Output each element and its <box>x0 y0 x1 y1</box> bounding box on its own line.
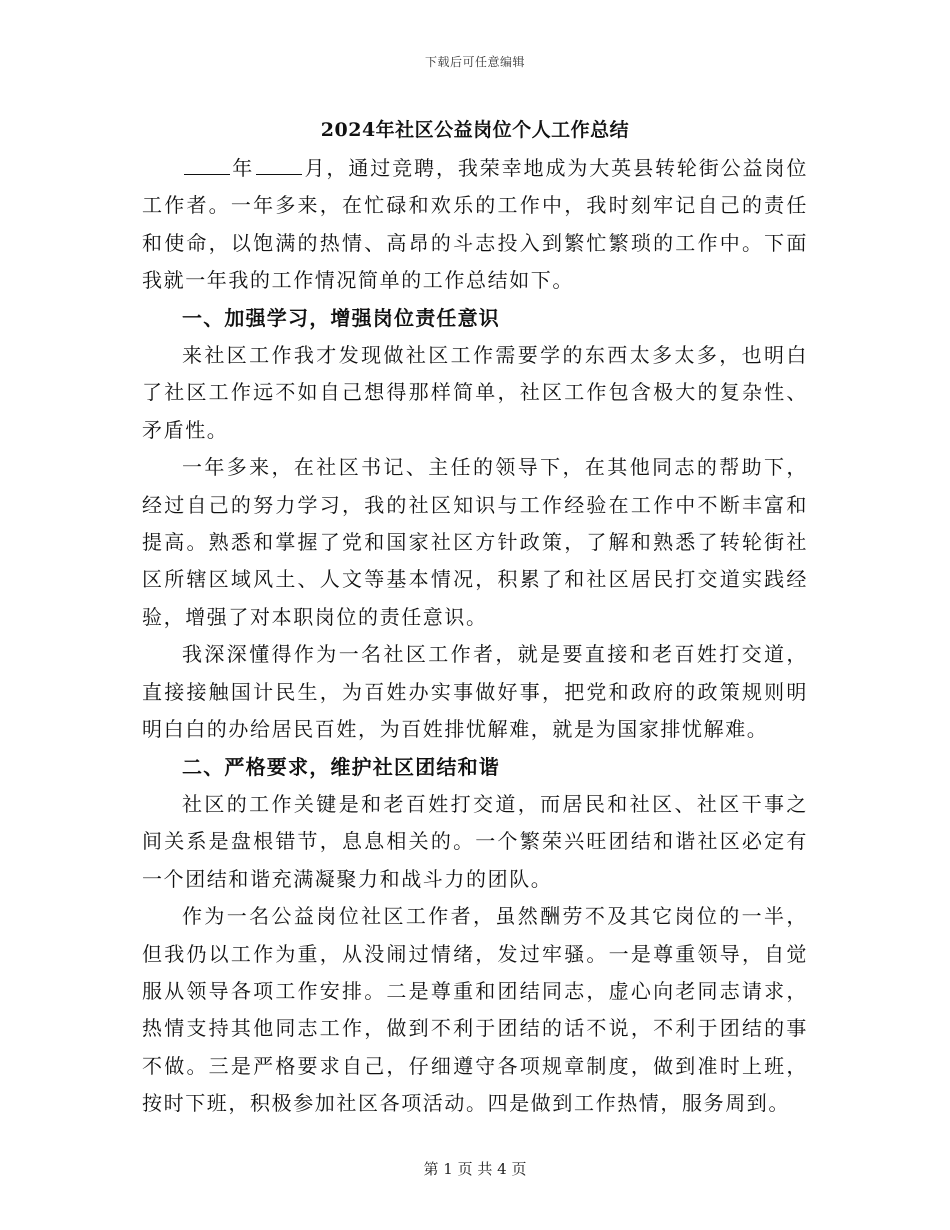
blank-line-year <box>184 154 230 175</box>
intro-text-main: 月，通过竞聘，我荣幸地成为大英县转轮街公益岗位工作者。一年多来，在忙碌和欢乐的工作中，我时刻牢记自己的责任和使命，以饱满的热情、高昂的斗志投入到繁忙繁琐的工作中。下面我就一年我的工作情况简单的工作总结如下。 <box>142 156 808 293</box>
section2-paragraph-1: 社区的工作关键是和老百姓打交道，而居民和社区、社区干事之间关系是盘根错节，息息相关的。一个繁荣兴旺团结和谐社区必定有一个团结和谐充满凝聚力和战斗力的团队。 <box>142 791 808 891</box>
document-body <box>142 150 808 1123</box>
intro-text-year: 年 <box>232 156 255 180</box>
document-title: 2024年社区公益岗位个人工作总结 <box>320 119 630 141</box>
blank-line-month <box>256 154 302 175</box>
header-note: 下载后可任意编辑 <box>424 55 525 69</box>
section1-paragraph-2: 一年多来，在社区书记、主任的领导下，在其他同志的帮助下，经过自己的努力学习，我的社区知识与工作经验在工作中不断丰富和提高。熟悉和掌握了党和国家社区方针政策，了解和熟悉了转轮街社区所辖区域风土、人文等基本情况，积累了和社区居民打交道实践经验，增强了对本职岗位的责任意识。 <box>142 455 808 629</box>
section-heading-2: 二、严格要求，维护社区团结和谐 <box>182 754 500 779</box>
section1-paragraph-3: 我深深懂得作为一名社区工作者，就是要直接和老百姓打交道，直接接触国计民生，为百姓办实事做好事，把党和政府的政策规则明明白白的办给居民百姓，为百姓排忧解难，就是为国家排忧解难。 <box>142 642 808 742</box>
section1-paragraph-1: 来社区工作我才发现做社区工作需要学的东西太多太多，也明白了社区工作远不如自己想得那样简单，社区工作包含极大的复杂性、矛盾性。 <box>142 343 808 442</box>
intro-paragraph <box>142 150 808 300</box>
page-footer: 第 1 页 共 4 页 <box>423 1160 527 1178</box>
section2-paragraph-2: 作为一名公益岗位社区工作者，虽然酬劳不及其它岗位的一半，但我仍以工作为重，从没闹过情绪，发过牢骚。一是尊重领导，自觉服从领导各项工作安排。二是尊重和团结同志，虚心向老同志请求，热情支持其他同志工作，做到不利于团结的话不说，不利于团结的事不做。三是严格要求自己，仔细遵守各项规章制度，做到准时上班，按时下班，积极参加社区各项活动。四是做到工作热情，服务周到。 <box>142 904 808 1116</box>
section-heading-1: 一、加强学习，增强岗位责任意识 <box>182 305 500 330</box>
